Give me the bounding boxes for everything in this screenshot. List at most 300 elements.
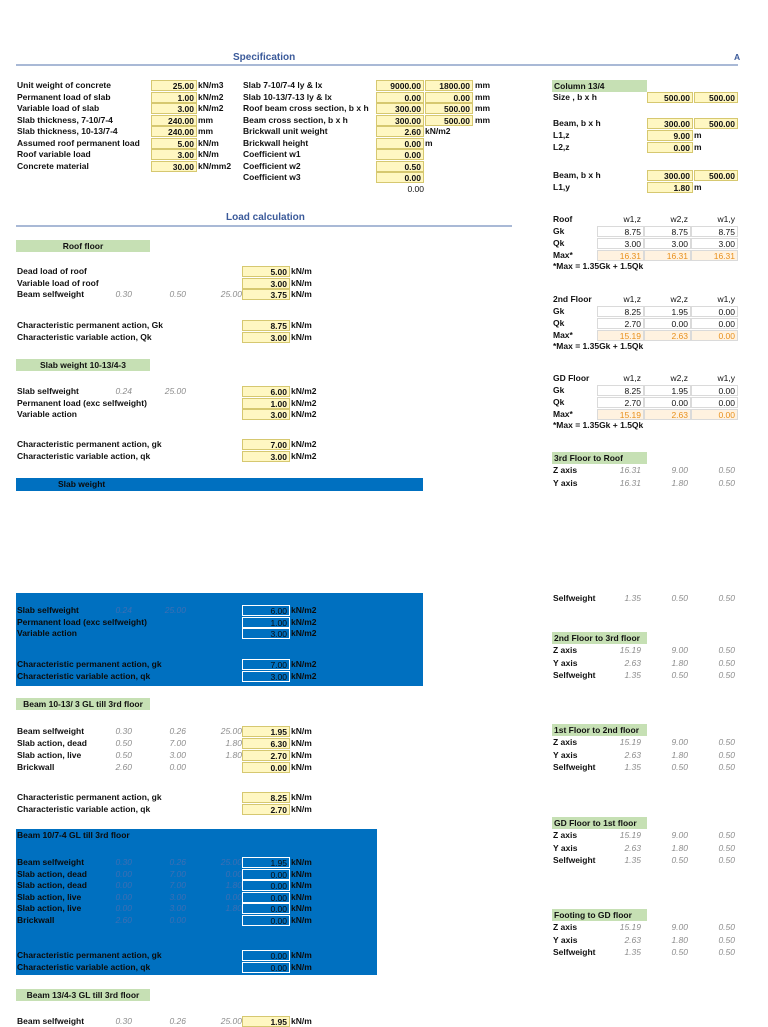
axis-row-label: Selfweight (553, 947, 596, 957)
floor-table-row-label: Gk (553, 385, 565, 395)
calc-unit: kN/m (291, 915, 312, 925)
calc-factor: 3.00 (169, 903, 186, 914)
axis-row-value: 0.50 (671, 855, 688, 865)
calc-factor: 1.80 (225, 880, 242, 891)
floor-table-cell[interactable]: 2.70 (597, 397, 644, 408)
floor-table-cell[interactable]: 3.00 (644, 238, 691, 249)
axis-row-value: 0.50 (718, 465, 735, 475)
calc-row-label: Slab action, live (17, 750, 82, 760)
calc-row-label: Beam selfweight (17, 857, 85, 867)
calc-factor: 0.00 (115, 868, 132, 879)
calc-factor: 0.30 (115, 857, 132, 867)
axis-row-value: 1.80 (671, 749, 688, 760)
column-beam1-label: Beam, b x h (553, 118, 601, 128)
calc-value[interactable]: 0.00 (242, 892, 290, 903)
calc-row-label: Permanent load (exc selfweight) (17, 397, 147, 408)
spec-value-input[interactable]: 240.00 (151, 126, 197, 137)
axis-row-value: 9.00 (671, 737, 688, 747)
char-value[interactable]: 3.00 (242, 332, 290, 343)
axis-row-value: 0.50 (718, 842, 735, 853)
spec-label: Unit weight of concrete (17, 80, 111, 90)
spec-label: Permanent load of slab (17, 91, 111, 102)
axis-row-value: 9.00 (671, 922, 688, 932)
calc-factor: 2.60 (115, 915, 132, 925)
floor-table-row-label: Qk (553, 238, 565, 248)
floor-table-max-cell[interactable]: 15.19 (597, 409, 644, 420)
calc-factor: 0.00 (225, 891, 242, 902)
calc-value[interactable]: 3.00 (242, 278, 290, 289)
spec-value-input[interactable]: 1.00 (151, 92, 197, 103)
axis-row-label: Y axis (553, 749, 578, 760)
calc-unit: kN/m2 (291, 616, 317, 627)
floor-table-cell[interactable]: 0.00 (691, 397, 738, 408)
char-unit: kN/m (291, 804, 312, 814)
floor-table-max-label: Max* (553, 409, 573, 419)
column-l2z-label: L2,z (553, 142, 570, 152)
spec-label: Concrete material (17, 160, 89, 171)
calc-value[interactable]: 3.00 (242, 628, 290, 639)
axis-row-value: 2.63 (624, 749, 641, 760)
char-unit: kN/m (291, 962, 312, 972)
calc-factor: 1.80 (225, 738, 242, 748)
spec-unit: kN/m2 (198, 91, 224, 102)
section-title: Beam 10/7-4 GL till 3rd floor (17, 830, 130, 840)
axis-row-value: 0.50 (718, 922, 735, 932)
spec-mid-value2-input[interactable]: 0.00 (425, 92, 473, 103)
calc-factor: 0.00 (169, 915, 186, 925)
floor-table-col-header: w1,z (623, 294, 641, 304)
spec-mid-unit: mm (475, 103, 491, 113)
calc-factor: 25.00 (220, 1016, 242, 1026)
calc-value[interactable]: 1.95 (242, 726, 290, 737)
calc-unit: kN/m2 (291, 628, 317, 638)
calc-factor: 0.30 (115, 1016, 132, 1026)
spec-value-input[interactable]: 30.00 (151, 161, 197, 172)
calc-factor: 25.00 (220, 857, 242, 867)
floor-table-note: *Max = 1.35Gk + 1.5Qk (553, 341, 644, 351)
axis-row-label: Selfweight (553, 593, 596, 603)
calc-row-label: Slab action, dead (17, 880, 87, 891)
axis-row-value: 1.80 (671, 934, 688, 945)
calc-value[interactable]: 0.00 (242, 903, 290, 914)
column-size-h-input[interactable]: 500.00 (694, 92, 738, 103)
char-value[interactable]: 0.00 (242, 962, 290, 973)
section-title: Beam 10-13/ 3 GL till 3rd floor (16, 698, 150, 710)
axis-row-label: Selfweight (553, 762, 596, 772)
spec-mid-unit: kN/m2 (425, 126, 451, 136)
calc-factor: 0.26 (169, 726, 186, 736)
axis-row-value: 15.19 (619, 645, 641, 655)
axis-row-value: 16.31 (619, 477, 641, 488)
column-beam2-label: Beam, b x h (553, 170, 601, 180)
offscreen-header-fragment: A (734, 52, 741, 62)
calc-unit: kN/m2 (291, 386, 317, 396)
floor-table-note: *Max = 1.35Gk + 1.5Qk (553, 261, 644, 271)
calc-factor: 7.00 (169, 868, 186, 879)
calc-row-label: Dead load of roof (17, 266, 87, 276)
floor-table-cell[interactable]: 8.75 (691, 226, 738, 237)
calc-value[interactable]: 1.00 (242, 398, 290, 409)
spec-label: Assumed roof permanent load (17, 137, 140, 148)
axis-row-value: 1.35 (624, 855, 641, 865)
floor-table-cell[interactable]: 0.00 (691, 318, 738, 329)
spec-mid-label: Beam cross section, b x h (243, 114, 348, 125)
spec-mid-label: Coefficient w1 (243, 149, 301, 159)
char-label: Characteristic permanent action, gk (17, 950, 162, 960)
calc-row-label: Slab action, dead (17, 738, 87, 748)
char-label: Characteristic variable action, qk (17, 962, 151, 972)
axis-row-label: Z axis (553, 830, 578, 840)
axis-row-value: 0.50 (718, 645, 735, 655)
spec-mid-value-input[interactable]: 300.00 (376, 115, 424, 126)
column-beam2-h-input[interactable]: 500.00 (694, 170, 738, 181)
column-size-b-input[interactable]: 500.00 (647, 92, 693, 103)
spec-mid-value2-input[interactable]: 1800.00 (425, 80, 473, 91)
floor-table-note: *Max = 1.35Gk + 1.5Qk (553, 420, 644, 430)
char-unit: kN/m (291, 332, 312, 342)
floor-table-cell[interactable]: 3.00 (691, 238, 738, 249)
floor-table-cell[interactable]: 0.00 (691, 385, 738, 396)
slab-weight-title: Slab weight (58, 479, 106, 489)
calc-factor: 0.30 (115, 726, 132, 736)
spec-mid-unit: mm (475, 91, 491, 102)
spec-mid-value-input[interactable]: 2.60 (376, 126, 424, 137)
calc-unit: kN/m (291, 903, 312, 914)
calc-row-label: Brickwall (17, 915, 55, 925)
calc-factor: 3.00 (169, 891, 186, 902)
floor-table-col-header: w1,y (717, 373, 735, 383)
floor-table-cell[interactable]: 1.95 (644, 385, 691, 396)
char-label: Characteristic permanent action, gk (17, 792, 162, 802)
spec-mid-label: Coefficient w2 (243, 160, 301, 171)
spec-mid-value-input[interactable]: 9000.00 (376, 80, 424, 91)
char-label: Characteristic variable action, qk (17, 671, 151, 681)
section-title: Beam 13/4-3 GL till 3rd floor (16, 989, 150, 1001)
floor-table-row-label: Gk (553, 226, 565, 236)
axis-row-value: 2.63 (624, 934, 641, 945)
char-unit: kN/m2 (291, 671, 317, 681)
spec-label: Slab thickness, 10-13/7-4 (17, 126, 118, 136)
calc-unit: kN/m (291, 726, 312, 736)
char-value[interactable]: 7.00 (242, 439, 290, 450)
spec-unit: mm (198, 126, 214, 136)
calc-row-label: Variable load of roof (17, 277, 99, 288)
column-l1z-label: L1,z (553, 130, 570, 140)
floor-table-max-cell[interactable]: 16.31 (691, 250, 738, 261)
floor-table-col-header: w2,z (670, 214, 688, 224)
axis-row-value: 1.35 (624, 762, 641, 772)
calc-unit: kN/m (291, 1016, 312, 1026)
spec-mid-value-input[interactable]: 0.00 (376, 149, 424, 160)
calc-value[interactable]: 5.00 (242, 266, 290, 277)
spec-mid-unit: mm (475, 114, 491, 125)
spec-mid-value-input[interactable]: 300.00 (376, 103, 424, 114)
calc-factor: 0.24 (115, 605, 132, 615)
column-l1z-input[interactable]: 9.00 (647, 130, 693, 141)
axis-row-value: 15.19 (619, 922, 641, 932)
axis-row-label: Z axis (553, 645, 578, 655)
floor-table-col-header: w1,y (717, 214, 735, 224)
floor-table-cell[interactable]: 0.00 (644, 397, 691, 408)
floor-table-col-header: w2,z (670, 373, 688, 383)
axis-row-value: 1.35 (624, 593, 641, 603)
calc-unit: kN/m (291, 868, 312, 879)
spec-mid-value2-input[interactable]: 500.00 (425, 115, 473, 126)
axis-row-value: 0.50 (718, 657, 735, 668)
column-l2z-input[interactable]: 0.00 (647, 142, 693, 153)
axis-row-value: 1.35 (624, 947, 641, 957)
axis-row-label: Selfweight (553, 855, 596, 865)
spec-header-line (16, 64, 738, 66)
calc-value[interactable]: 0.00 (242, 762, 290, 773)
axis-row-value: 0.50 (718, 593, 735, 603)
floor-table-title: GD Floor (553, 373, 590, 383)
axis-row-value: 0.50 (718, 855, 735, 865)
spec-label: Slab thickness, 7-10/7-4 (17, 114, 113, 125)
spec-label: Roof variable load (17, 149, 91, 159)
axis-row-label: Z axis (553, 737, 578, 747)
calc-value[interactable]: 1.95 (242, 1016, 290, 1027)
axis-row-label: Y axis (553, 842, 578, 853)
spec-mid-label: Slab 7-10/7-4 ly & lx (243, 80, 323, 90)
calc-row-label: Slab selfweight (17, 386, 79, 396)
axis-row-label: Z axis (553, 922, 578, 932)
axis-row-value: 0.50 (718, 670, 735, 680)
calc-factor: 25.00 (164, 386, 186, 396)
calc-unit: kN/m (291, 289, 312, 299)
spec-mid-value-input[interactable]: 0.00 (376, 92, 424, 103)
calc-factor: 0.50 (115, 738, 132, 748)
calc-factor: 7.00 (169, 880, 186, 891)
floor-table-col-header: w1,y (717, 294, 735, 304)
calc-unit: kN/m (291, 266, 312, 276)
spec-value-input[interactable]: 3.00 (151, 103, 197, 114)
calc-factor: 0.26 (169, 857, 186, 867)
axis-row-value: 0.50 (718, 934, 735, 945)
spec-unit: kN/m2 (198, 103, 224, 113)
floor-table-title: 2nd Floor (553, 294, 592, 304)
calc-factor: 3.00 (169, 750, 186, 760)
column-beam2-b-input[interactable]: 300.00 (647, 170, 693, 181)
calc-unit: kN/m2 (291, 397, 317, 408)
calc-unit: kN/m (291, 277, 312, 288)
calc-row-label: Beam selfweight (17, 726, 85, 736)
spec-value-input[interactable]: 25.00 (151, 80, 197, 91)
axis-row-value: 15.19 (619, 737, 641, 747)
axis-row-label: Z axis (553, 465, 578, 475)
calc-factor: 2.60 (115, 762, 132, 772)
calc-value[interactable]: 2.70 (242, 750, 290, 761)
calc-unit: kN/m (291, 891, 312, 902)
axis-row-value: 15.19 (619, 830, 641, 840)
column-size-label: Size , b x h (553, 92, 597, 102)
spec-mid-label: Slab 10-13/7-13 ly & lx (243, 91, 332, 102)
floor-table-col-header: w1,z (623, 214, 641, 224)
calc-factor: 1.80 (225, 750, 242, 760)
column-beam1-b-input[interactable]: 300.00 (647, 118, 693, 129)
char-label: Characteristic variable action, qk (17, 804, 151, 814)
floor-table-cell[interactable]: 3.00 (597, 238, 644, 249)
char-unit: kN/m2 (291, 439, 317, 449)
floor-table-max-cell[interactable]: 2.63 (644, 409, 691, 420)
calc-value[interactable]: 3.00 (242, 409, 290, 420)
floor-table-max-cell[interactable]: 15.19 (597, 330, 644, 341)
column-l1z-unit: m (694, 130, 702, 140)
calc-value[interactable]: 1.95 (242, 857, 290, 868)
spec-label: Variable load of slab (17, 103, 100, 113)
floor-table-cell[interactable]: 0.00 (691, 306, 738, 317)
char-value[interactable]: 8.25 (242, 792, 290, 803)
floor-table-cell[interactable]: 8.25 (597, 385, 644, 396)
calc-row-label: Slab action, live (17, 891, 82, 902)
calc-factor: 7.00 (169, 738, 186, 748)
calc-value[interactable]: 6.30 (242, 738, 290, 749)
calc-factor: 0.00 (169, 762, 186, 772)
axis-row-value: 2.63 (624, 657, 641, 668)
calc-factor: 1.80 (225, 903, 242, 914)
floor-table-cell[interactable]: 8.25 (597, 306, 644, 317)
spec-mid-value-input[interactable]: 0.50 (376, 161, 424, 172)
floor-table-title: Roof (553, 214, 573, 224)
floor-table-max-cell[interactable]: 0.00 (691, 409, 738, 420)
calc-row-label: Variable action (17, 409, 77, 419)
floor-table-cell[interactable]: 1.95 (644, 306, 691, 317)
axis-row-value: 0.50 (718, 737, 735, 747)
char-value[interactable]: 2.70 (242, 804, 290, 815)
calc-value[interactable]: 6.00 (242, 386, 290, 397)
axis-row-value: 0.50 (718, 762, 735, 772)
char-unit: kN/m2 (291, 659, 317, 669)
calc-factor: 0.50 (115, 750, 132, 760)
spec-mid-value-input[interactable]: 0.00 (376, 138, 424, 149)
char-label: Characteristic permanent action, Gk (17, 320, 163, 330)
spec-header: Specification (233, 52, 296, 63)
axis-row-label: Selfweight (553, 670, 596, 680)
calc-value[interactable]: 6.00 (242, 605, 290, 616)
spec-mid-value2-input[interactable]: 500.00 (425, 103, 473, 114)
floor-table-max-cell[interactable]: 16.31 (644, 250, 691, 261)
spec-mid-label: Brickwall height (243, 137, 309, 148)
char-value[interactable]: 3.00 (242, 451, 290, 462)
char-value[interactable]: 3.00 (242, 671, 290, 682)
calc-value[interactable]: 0.00 (242, 880, 290, 891)
spec-mid-value: 0.00 (407, 183, 424, 194)
floor-table-max-label: Max* (553, 250, 573, 260)
axis-block-title: GD Floor to 1st floor (552, 817, 647, 829)
calc-value[interactable]: 0.00 (242, 869, 290, 880)
spec-mid-unit: m (425, 137, 433, 148)
floor-table-cell[interactable]: 2.70 (597, 318, 644, 329)
spec-mid-label: Brickwall unit weight (243, 126, 328, 136)
spec-mid-value-input[interactable]: 0.00 (376, 172, 424, 183)
axis-row-label: Y axis (553, 934, 578, 945)
axis-row-value: 9.00 (671, 830, 688, 840)
char-unit: kN/m (291, 950, 312, 960)
floor-table-max-cell[interactable]: 0.00 (691, 330, 738, 341)
axis-block-title: 1st Floor to 2nd floor (552, 724, 647, 736)
char-value[interactable]: 7.00 (242, 659, 290, 670)
axis-row-value: 0.50 (671, 593, 688, 603)
char-value[interactable]: 8.75 (242, 320, 290, 331)
spec-unit: kN/m3 (198, 80, 224, 90)
axis-row-value: 0.50 (671, 947, 688, 957)
floor-table-cell[interactable]: 8.75 (597, 226, 644, 237)
char-unit: kN/m2 (291, 451, 317, 461)
floor-table-cell[interactable]: 0.00 (644, 318, 691, 329)
calc-row-label: Permanent load (exc selfweight) (17, 616, 147, 627)
calc-value[interactable]: 1.00 (242, 617, 290, 628)
floor-table-col-header: w1,z (623, 373, 641, 383)
floor-table-cell[interactable]: 8.75 (644, 226, 691, 237)
calc-factor: 25.00 (220, 289, 242, 299)
calc-value[interactable]: 3.75 (242, 289, 290, 300)
calc-row-label: Slab action, dead (17, 868, 87, 879)
floor-table-row-label: Qk (553, 397, 565, 407)
calc-row-label: Brickwall (17, 762, 55, 772)
axis-row-value: 0.50 (671, 762, 688, 772)
column-l1y-label: L1,y (553, 182, 571, 192)
calc-value[interactable]: 0.00 (242, 915, 290, 926)
section-title: Roof floor (16, 240, 150, 252)
axis-row-value: 0.50 (718, 947, 735, 957)
axis-row-value: 0.50 (718, 830, 735, 840)
calc-row-label: Variable action (17, 628, 77, 638)
spec-unit: kN/m (198, 149, 219, 159)
floor-table-col-header: w2,z (670, 294, 688, 304)
floor-table-row-label: Gk (553, 306, 565, 316)
calc-row-label: Beam selfweight (17, 1016, 85, 1026)
calc-factor: 25.00 (164, 605, 186, 615)
calc-factor: 0.30 (115, 289, 132, 299)
axis-row-label: Y axis (553, 477, 578, 488)
column-beam1-h-input[interactable]: 500.00 (694, 118, 738, 129)
calc-factor: 0.00 (225, 868, 242, 879)
calc-factor: 0.00 (115, 880, 132, 891)
axis-block-title: Footing to GD floor (552, 909, 647, 921)
spec-value-input[interactable]: 5.00 (151, 138, 197, 149)
spec-value-input[interactable]: 3.00 (151, 149, 197, 160)
axis-row-value: 1.80 (671, 657, 688, 668)
axis-block-title: 2nd Floor to 3rd floor (552, 632, 647, 644)
load-header: Load calculation (226, 212, 305, 223)
spec-value-input[interactable]: 240.00 (151, 115, 197, 126)
calc-factor: 0.26 (169, 1016, 186, 1026)
calc-row-label: Slab selfweight (17, 605, 79, 615)
axis-row-value: 1.35 (624, 670, 641, 680)
calc-unit: kN/m (291, 738, 312, 748)
spec-unit: kN/m (198, 137, 219, 148)
spec-mid-unit: mm (475, 80, 491, 90)
column-l1y-unit: m (694, 182, 702, 192)
axis-block-title: 3rd Floor to Roof (552, 452, 647, 464)
axis-row-value: 1.80 (671, 477, 688, 488)
char-unit: kN/m (291, 792, 312, 802)
calc-unit: kN/m (291, 857, 312, 867)
column-l1y-input[interactable]: 1.80 (647, 182, 693, 193)
spec-unit: kN/mm2 (198, 160, 232, 171)
calc-factor: 0.00 (115, 903, 132, 914)
floor-table-max-cell[interactable]: 2.63 (644, 330, 691, 341)
axis-row-value: 0.50 (718, 749, 735, 760)
load-header-line (16, 225, 512, 227)
char-value[interactable]: 0.00 (242, 950, 290, 961)
spec-mid-label: Roof beam cross section, b x h (243, 103, 369, 113)
calc-row-label: Beam selfweight (17, 289, 85, 299)
spec-unit: mm (198, 114, 214, 125)
axis-row-value: 9.00 (671, 645, 688, 655)
axis-row-value: 9.00 (671, 465, 688, 475)
floor-table-max-cell[interactable]: 16.31 (597, 250, 644, 261)
